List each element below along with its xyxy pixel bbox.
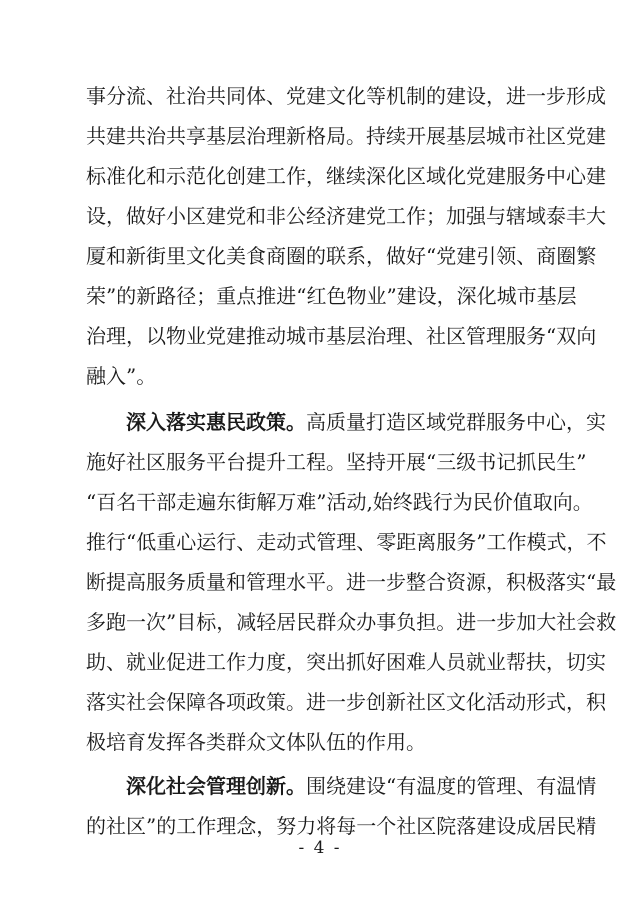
body-text-line: 极培育发挥各类群众文体队伍的作用。 [86,730,426,754]
paragraph-first-line [126,766,597,806]
body-text-line: 共建共治共享基层治理新格局。持续开展基层城市社区党建 [86,124,606,148]
page-number: - 4 - [298,838,342,858]
paragraph-first-line [126,402,606,442]
body-text-line: 推行“低重心运行、走动式管理、零距离服务”工作模式，不 [86,530,607,554]
body-text-line: 厦和新街里文化美食商圈的联系，做好“党建引领、商圈繁 [86,244,597,268]
body-text-line: 治理，以物业党建推动城市基层治理、社区管理服务“双向 [86,324,597,348]
body-text-line: 设，做好小区建党和非公经济建党工作；加强与辖域泰丰大 [86,204,606,228]
body-text-span: 围绕建设“有温度的管理、有温情 [306,774,597,798]
body-text-line: “百名干部走遍东街解万难”活动,始终践行为民价值取向。 [86,490,593,514]
body-text-line: 断提高服务质量和管理水平。进一步整合资源，积极落实“最 [86,570,617,594]
body-text-line: 多跑一次”目标，减轻居民群众办事负担。进一步加大社会救 [86,610,617,634]
body-text-line: 施好社区服务平台提升工程。坚持开展“三级书记抓民生” [86,450,587,474]
body-text-line: 助、就业促进工作力度，突出抓好困难人员就业帮扶，切实 [86,650,606,674]
body-text-line: 标准化和示范化创建工作，继续深化区域化党建服务中心建 [86,164,606,188]
section-heading: 深化社会管理创新。 [126,774,306,798]
body-text-line: 荣”的新路径；重点推进“红色物业”建设，深化城市基层 [86,284,577,308]
body-text-line: 融入”。 [86,364,157,388]
body-text-line: 落实社会保障各项政策。进一步创新社区文化活动形式，积 [86,690,606,714]
section-heading: 深入落实惠民政策。 [126,410,306,434]
body-text-span: 高质量打造区域党群服务中心，实 [306,410,606,434]
body-text-line: 事分流、社治共同体、党建文化等机制的建设，进一步形成 [86,84,606,108]
body-text-line: 的社区”的工作理念，努力将每一个社区院落建设成居民精 [86,814,597,838]
